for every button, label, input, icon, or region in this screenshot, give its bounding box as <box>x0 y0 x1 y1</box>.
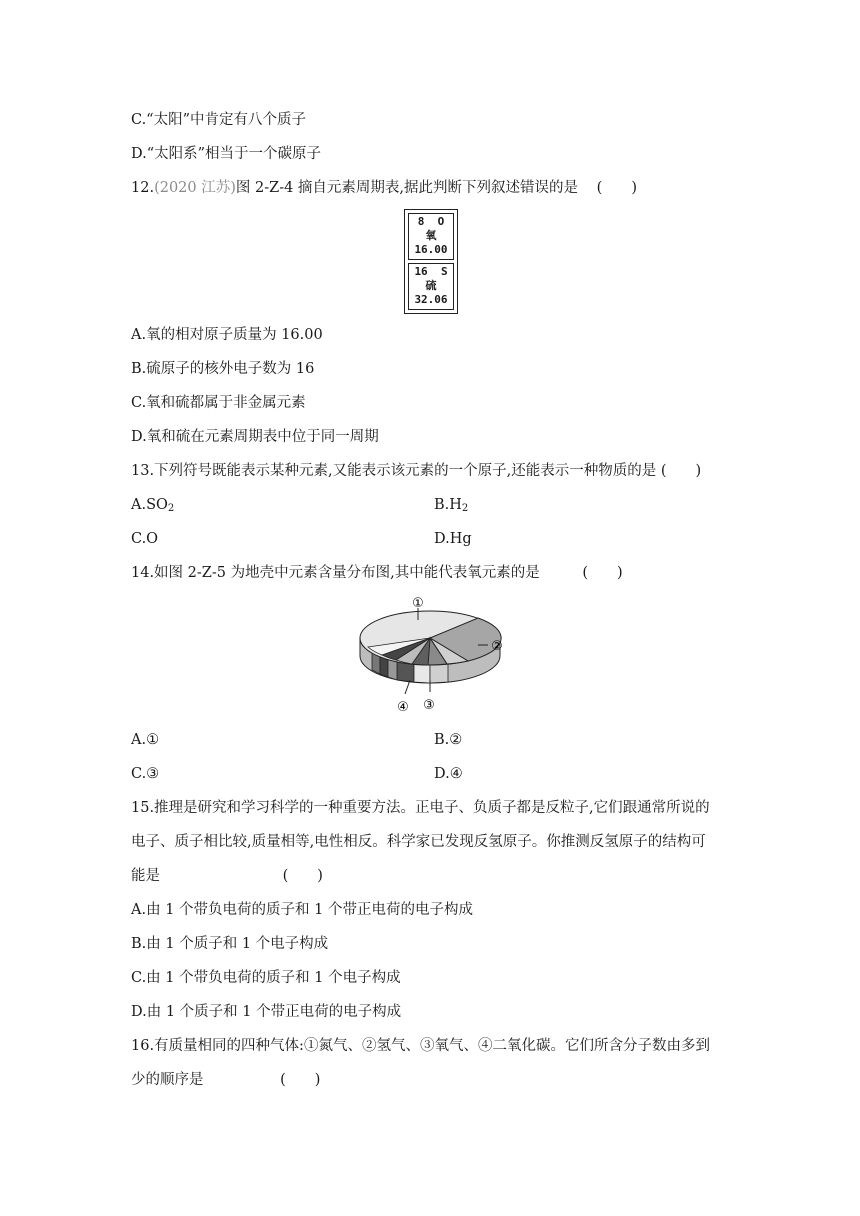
element-mass: 16.00 <box>414 243 448 256</box>
pie-label-3: ③ <box>423 698 435 713</box>
q14-option-a: A.① <box>131 732 160 748</box>
q13-answer-paren: ( ) <box>660 463 702 479</box>
q15-stem-line2: 电子、质子相比较,质量相等,电性相反。科学家已发现反氢原子。你推测反氢原子的结构可 <box>131 834 706 850</box>
element-number: 8 <box>417 215 425 228</box>
periodic-table-excerpt <box>404 209 458 314</box>
element-cell-sulfur <box>408 263 454 310</box>
q14-stem-text: 14.如图 2-Z-5 为地壳中元素含量分布图,其中能代表氧元素的是 <box>131 565 540 581</box>
q12-option-b: B.硫原子的核外电子数为 16 <box>131 361 315 377</box>
q15-stem-line3: 能是 ( ) <box>131 868 323 884</box>
q14-option-b: B.② <box>434 732 463 748</box>
q13-option-b: $B.H_2$ <box>434 497 469 514</box>
q16-stem-line2: 少的顺序是 ( ) <box>131 1072 321 1088</box>
q15-option-b: B.由 1 个质子和 1 个电子构成 <box>131 936 329 952</box>
q11-option-c: C.“太阳”中肯定有八个质子 <box>131 112 307 128</box>
q12-option-a: A.氧的相对原子质量为 16.00 <box>131 327 323 343</box>
pie-label-1: ① <box>412 596 424 611</box>
q13-stem <box>131 461 701 481</box>
q12-option-c: C.氧和硫都属于非金属元素 <box>131 395 306 411</box>
q14-stem <box>131 563 623 583</box>
q12-source: (2020 江苏) <box>154 180 236 196</box>
element-mass: 32.06 <box>414 293 448 306</box>
pie-label-4: ④ <box>397 700 409 715</box>
q12-stem <box>131 178 637 198</box>
q12-number: 12. <box>131 180 155 196</box>
q15-stem-line1: 15.推理是研究和学习科学的一种重要方法。正电子、负质子都是反粒子,它们跟通常所说的 <box>131 800 710 816</box>
q15-option-d: D.由 1 个质子和 1 个带正电荷的电子构成 <box>131 1004 402 1020</box>
q13-option-a: $A.SO_2$ <box>131 497 175 514</box>
element-name: 硫 <box>425 279 437 292</box>
q14-answer-paren: ( ) <box>582 565 623 581</box>
crust-element-pie-chart <box>350 594 510 718</box>
element-symbol: O <box>437 215 445 228</box>
q14-option-c: C.③ <box>131 766 160 782</box>
element-name: 氧 <box>425 229 437 242</box>
q12-option-d: D.氧和硫在元素周期表中位于同一周期 <box>131 429 379 445</box>
element-number: 16 <box>414 265 428 278</box>
q14-option-d: D.④ <box>434 766 463 782</box>
q13-option-d: D.Hg <box>434 531 472 547</box>
q15-option-a: A.由 1 个带负电荷的质子和 1 个带正电荷的电子构成 <box>131 902 473 918</box>
q13-option-c: C.O <box>131 531 159 547</box>
q11-option-d: D.“太阳系”相当于一个碳原子 <box>131 146 322 162</box>
q15-answer-paren: ( ) <box>282 868 323 884</box>
element-cell-oxygen <box>408 213 454 260</box>
q12-answer-paren: ( ) <box>596 180 637 196</box>
q16-stem-line1: 16.有质量相同的四种气体:①氮气、②氢气、③氧气、④二氧化碳。它们所含分子数由多到 <box>131 1038 710 1054</box>
q12-stem-text: 图 2-Z-4 摘自元素周期表,据此判断下列叙述错误的是 <box>235 180 579 196</box>
element-symbol: S <box>440 265 448 278</box>
q13-stem-text: 13.下列符号既能表示某种元素,又能表示该元素的一个原子,还能表示一种物质的是 <box>131 463 657 479</box>
q16-answer-paren: ( ) <box>280 1072 321 1088</box>
pie-label-2: ② <box>491 639 503 654</box>
q15-option-c: C.由 1 个带负电荷的质子和 1 个电子构成 <box>131 970 401 986</box>
